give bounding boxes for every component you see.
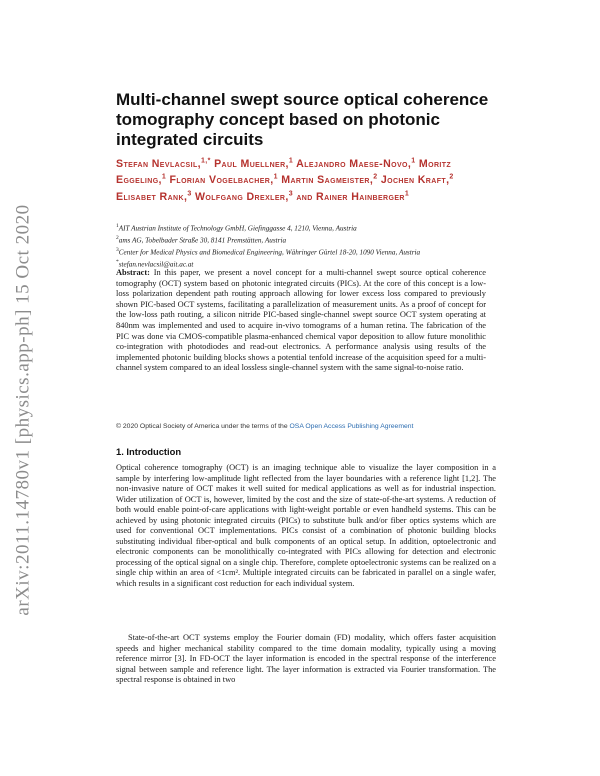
author: Elisabet Rank,$^3$ [116, 190, 192, 204]
author: Moritz Eggeling,$^1$ [116, 157, 452, 187]
author: and Rainer Hainberger$^1$ [296, 190, 410, 204]
author: Wolfgang Drexler,$^3$ [194, 190, 293, 204]
copyright-notice [116, 423, 496, 430]
author: Florian Vogelbacher,$^1$ [169, 173, 278, 187]
abstract-text: In this paper, we present a novel concept for a multi-channel swept source optical coherence tomography (OCT) system based on photonic integrated circuits (PICs). At the core of this concept is a low-loss polarization dependent path routing approach allowing for lower excess loss compared to previously shown PIC-based OCT systems, facilitating a parallelization of measurement units. As a proof of concept for the low-loss path routing, a silicon nitride PIC-based single-channel swept source OCT system operating at 840nm was implemented and used to acquire in-vivo tomograms of a human retina. The fabrication of the PIC was done via CMOS-compatible plasma-enhanced chemical vapor deposition to allow future monolithic co-integration with photodiodes and read-out electronics. A performance analysis using results of the implemented photonic building blocks shows a potential tenfold increase of the acquisition speed for a multi-channel system compared to an ideal lossless single-channel system with the same signal-to-noise ratio. [116, 268, 486, 373]
affiliations [116, 222, 516, 270]
author: Alejandro Maese-Novo,$^1$ [296, 157, 416, 170]
author: Paul Muellner,$^1$ [214, 157, 294, 170]
copyright-text: © 2020 Optical Society of America under the terms of the [116, 423, 288, 430]
affiliation: $^3$Center for Medical Physics and Biomedical Engineering, Währinger Gürtel 18-20, 1090 Vienna, Austria [116, 246, 421, 257]
arxiv-sidebar-stamp [4, 200, 44, 620]
abstract [116, 268, 486, 374]
arxiv-identifier: arXiv:2011.14780v1 [physics.app-ph] 15 Oct 2020 [13, 204, 34, 616]
body-paragraph: State-of-the-art OCT systems employ the Fourier domain (FD) modality, which offers faster acquisition speeds and higher mechanical stability compared to the time domain modality, typically using a moving reference mirror [3]. In FD-OCT the layer information is encoded in the spectral response of the interference signal between sample and reference light. The layer information is extracted via Fourier transformation. The spectral response is obtained in two [116, 633, 496, 684]
author: Jochen Kraft,$^2$ [380, 173, 454, 187]
abstract-label: Abstract: [116, 268, 150, 277]
affiliation: $^2$ams AG, Tobelbader Straße 30, 8141 Premstätten, Austria [116, 234, 287, 245]
author: Stefan Nevlacsil,$^{1,*}$ [116, 157, 211, 170]
license-link[interactable]: OSA Open Access Publishing Agreement [289, 423, 414, 430]
author: Martin Sagmeister,$^2$ [281, 173, 378, 187]
body-paragraph: Optical coherence tomography (OCT) is an imaging technique able to visualize the layer composition in a sample by interfering low-amplitude light reflected from the layer boundaries with a reference light [1,2]. The non-invasive nature of OCT makes it well suited for medical applications as well as for industrial inspection. Wider utilization of OCT is, however, limited by the cost and the size of state-of-the-art systems. A reduction of both would enable point-of-care applications with light-weight portable or even handheld systems. This can be achieved by using photonic integrated circuits (PICs) to substitute bulk and/or fiber optics systems which are used for conventional OCT implementations. PICs consist of a combination of photonic building blocks substituting individual fiber-optical and bulk components of an optical setup. In addition, optoelectronic and electronic components can be monolithically co-integrated with PICs allowing for detection and electronic processing of the optical signal on a single chip. Therefore, complete optoelectronic systems can be realized on a single chip within an area of <1cm². Multiple integrated circuits can be fabricated in parallel on a single wafer, which results in a significant cost reduction for each individual system. [116, 463, 496, 588]
paper-title: Multi-channel swept source optical coherence tomography concept based on photonic integrated circuits [116, 90, 489, 149]
corresponding-email[interactable]: *stefan.nevlacsil@ait.ac.at [116, 258, 194, 269]
affiliation: $^1$AIT Austrian Institute of Technology GmbH, Giefinggasse 4, 1210, Vienna, Austria [116, 223, 357, 233]
author-list [116, 154, 496, 205]
section-heading: 1. Introduction [116, 446, 182, 457]
